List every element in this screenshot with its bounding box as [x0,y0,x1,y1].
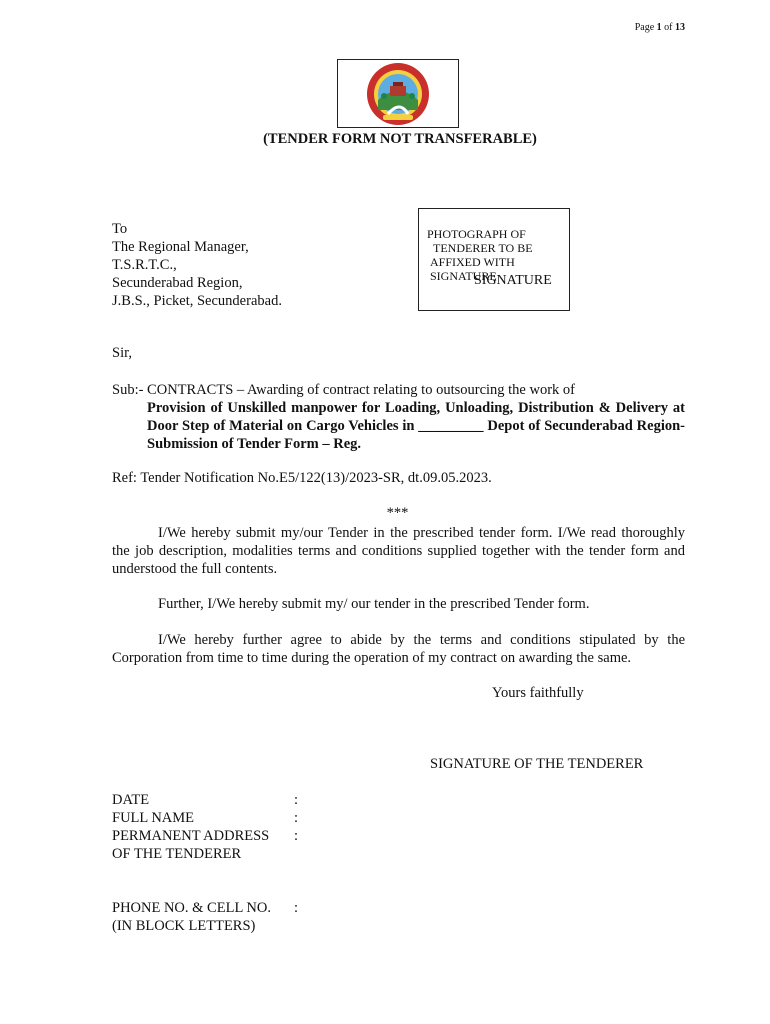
field-label: (IN BLOCK LETTERS) [112,918,256,934]
separator: *** [386,505,409,521]
field-label: DATE [112,792,150,808]
address-line: The Regional Manager, [112,239,249,255]
signature-label: SIGNATURE OF THE TENDERER [430,756,644,772]
photograph-box [418,208,570,311]
paragraph: I/We hereby submit my/our Tender in the prescribed tender form. I/We read thoroughly the job description, modalities terms and conditions supplied together with the tender form and understood the full contents. [112,525,685,577]
page-title: (TENDER FORM NOT TRANSFERABLE) [263,131,537,147]
photograph-signature-overlay: SIGNATURE [474,273,552,288]
recipient-address [112,220,282,310]
reference: Ref: Tender Notification No.E5/122(13)/2023-SR, dt.09.05.2023. [112,470,492,486]
subject-intro: Sub:- CONTRACTS – Awarding of contract relating to outsourcing the work of [112,382,576,398]
photograph-instructions: PHOTOGRAPH OF TENDERER TO BE AFFIXED WITH SIGNATURE [427,227,533,283]
logo-frame [337,59,459,128]
address-line: J.B.S., Picket, Secunderabad. [112,293,282,309]
tsrtc-emblem-logo [338,60,458,127]
address-line: Secunderabad Region, [112,275,243,291]
field-label: PHONE NO. & CELL NO. [112,900,271,916]
field-separator: : [294,900,299,916]
field-label: PERMANENT ADDRESS [112,828,270,844]
paragraph: I/We hereby further agree to abide by the terms and conditions stipulated by the Corporation from time to time during the operation of my contract on awarding the same. [112,632,685,666]
field-separator: : [294,828,299,844]
page-number: Page 1 of 13 [634,22,685,33]
closing: Yours faithfully [492,685,584,701]
salutation: Sir, [112,345,132,361]
paragraph: Further, I/We hereby submit my/ our tender in the prescribed Tender form. [158,596,590,612]
address-to: To [112,221,128,237]
subject-detail: Provision of Unskilled manpower for Loading, Unloading, Distribution & Delivery at Door Step of Material on Cargo Vehicles in _________ Depot of Secunderabad Region- Submission of Tender Form – Reg. [147,400,685,452]
subject [112,381,685,453]
field-separator: : [294,810,299,826]
address-line: T.S.R.T.C., [112,257,177,273]
field-separator: : [294,792,299,808]
field-label: OF THE TENDERER [112,846,242,862]
field-label: FULL NAME [112,810,195,826]
